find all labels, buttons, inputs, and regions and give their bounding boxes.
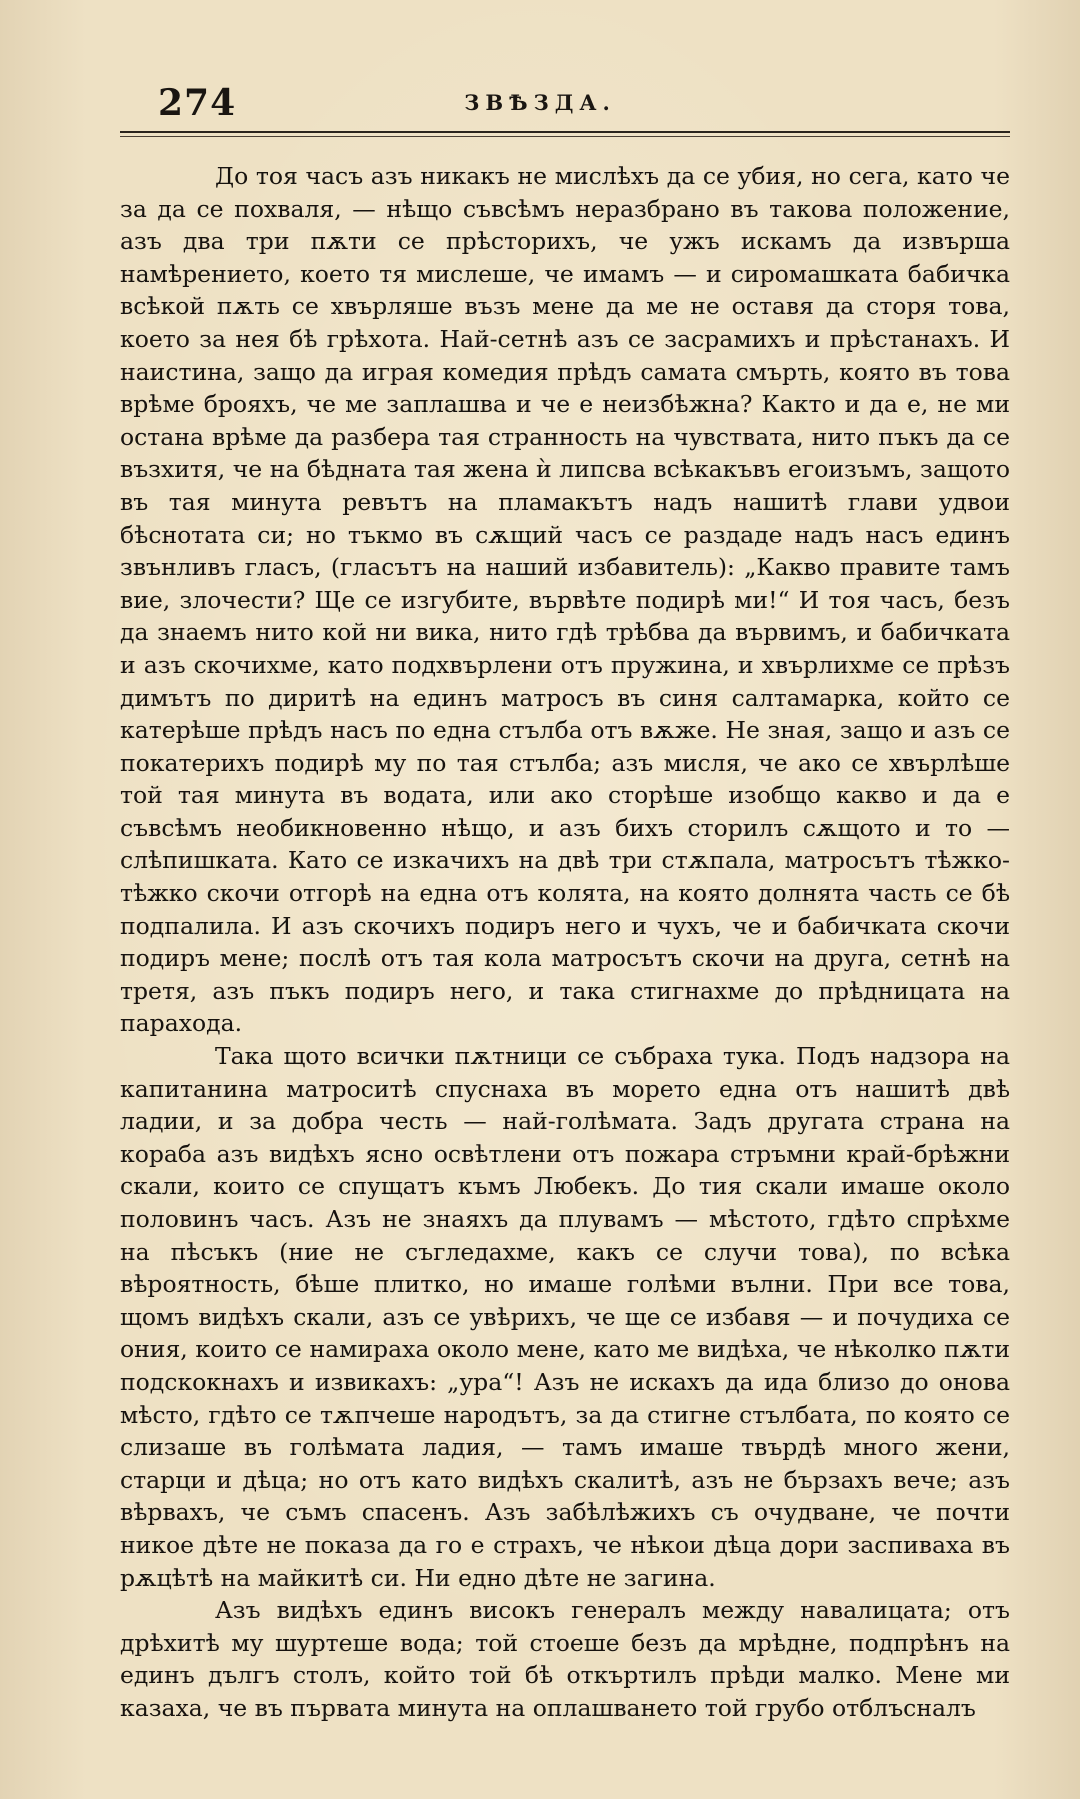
header-rule-thin — [120, 136, 1010, 137]
paragraph-2: Така щото всички пѫтници се събраха тука. Подъ надзора на капитанина матроситѣ спуснаха въ морето една отъ нашитѣ двѣ ладии, и за добра честь — най-голѣмата. Задъ другата страна на кораба азъ видѣхъ ясно освѣтлени отъ пожара стръмни край-брѣжни скали, които се спущатъ къмъ Любекъ. До тия скали имаше около половинъ часъ. Азъ не знаяхъ да плувамъ — мѣстото, гдѣто спрѣхме на пѣсъкъ (ние не съгледахме, какъ се случи това), по всѣка вѣроятность, бѣше плитко, но имаше голѣми вълни. При все това, щомъ видѣхъ скали, азъ се увѣрихъ, че ще се избавя — и почудиха се ония, които се намираха около мене, като ме видѣха, че нѣколко пѫти подскокнахъ и извикахъ: „ура“! Азъ не искахъ да ида близо до онова мѣсто, гдѣто се тѫпчеше народътъ, за да стигне стълбата, по която се слизаше въ голѣмата ладия, — тамъ имаше твърдѣ много жени, старци и дѣца; но отъ като видѣхъ скалитѣ, азъ не бързахъ вече; азъ вѣрвахъ, че съмъ спасенъ. Азъ забѣлѣжихъ съ очудване, че почти никое дѣте не показа да го е страхъ, че нѣкои дѣца дори заспиваха въ рѫцѣтѣ на майкитѣ си. Ни едно дѣте не загина. — [120, 1042, 1010, 1592]
running-title: ЗВѢЗДА. — [464, 90, 616, 115]
paragraph-3: Азъ видѣхъ единъ високъ генералъ между навалицата; отъ дрѣхитѣ му шуртеше вода; той стоеше безъ да мрѣдне, подпрѣнъ на единъ дългъ столъ, който той бѣ откъртилъ прѣди малко. Мене ми казаха, че въ първата минута на оплашването той грубо отблъсналъ — [120, 1596, 1010, 1722]
page-number: 274 — [158, 82, 237, 124]
body-text — [120, 160, 1010, 1725]
paragraph-1: До тоя часъ азъ никакъ не мислѣхъ да се убия, но сега, като че за да се похваля, — нѣщо съвсѣмъ неразбрано въ такова положение, азъ два три пѫти се прѣсторихъ, че ужъ искамъ да извърша намѣрението, което тя мислеше, че имамъ — и сиромашката бабичка всѣкой пѫть се хвърляше възъ мене да ме не оставя да сторя това, което за нея бѣ грѣхота. Най-сетнѣ азъ се засрамихъ и прѣстанахъ. И наистина, защо да играя комедия прѣдъ самата смърть, която въ това врѣме брояхъ, че ме заплашва и че е неизбѣжна? Както и да е, не ми остана врѣме да разбера тая странность на чувствата, нито пъкъ да се възхитя, че на бѣдната тая жена ѝ липсва всѣкакъвъ егоизъмъ, защото въ тая минута ревътъ на пламакътъ надъ нашитѣ глави удвои бѣснотата си; но тъкмо въ сѫщий часъ се раздаде надъ насъ единъ звънливъ гласъ, (гласътъ на наший избавитель): „Какво правите тамъ вие, злочести? Ще се изгубите, вървѣте подирѣ ми!“ И тоя часъ, безъ да знаемъ нито кой ни вика, нито гдѣ трѣбва да вървимъ, и бабичката и азъ скочихме, като подхвърлени отъ пружина, и хвърлихме се прѣзъ димътъ по диритѣ на единъ матросъ въ синя салтамарка, който се катерѣше прѣдъ насъ по една стълба отъ вѫже. Не зная, защо и азъ се покатерихъ подирѣ му по тая стълба; азъ мисля, че ако се хвърлѣше той тая минута въ водата, или ако сторѣше изобщо какво и да е съвсѣмъ необикновенно нѣщо, и азъ бихъ сторилъ сѫщото и то — слѣпишката. Като се изкачихъ на двѣ три стѫпала, матросътъ тѣжко-тѣжко скочи отгорѣ на една отъ колята, на която долнята часть се бѣ подпалила. И азъ скочихъ подиръ него и чухъ, че и бабичката скочи подиръ мене; послѣ отъ тая кола матросътъ скочи на друга, сетнѣ на третя, азъ пъкъ подиръ него, и така стигнахме до прѣдницата на парахода. — [120, 162, 1010, 1038]
header-rule — [120, 131, 1010, 133]
